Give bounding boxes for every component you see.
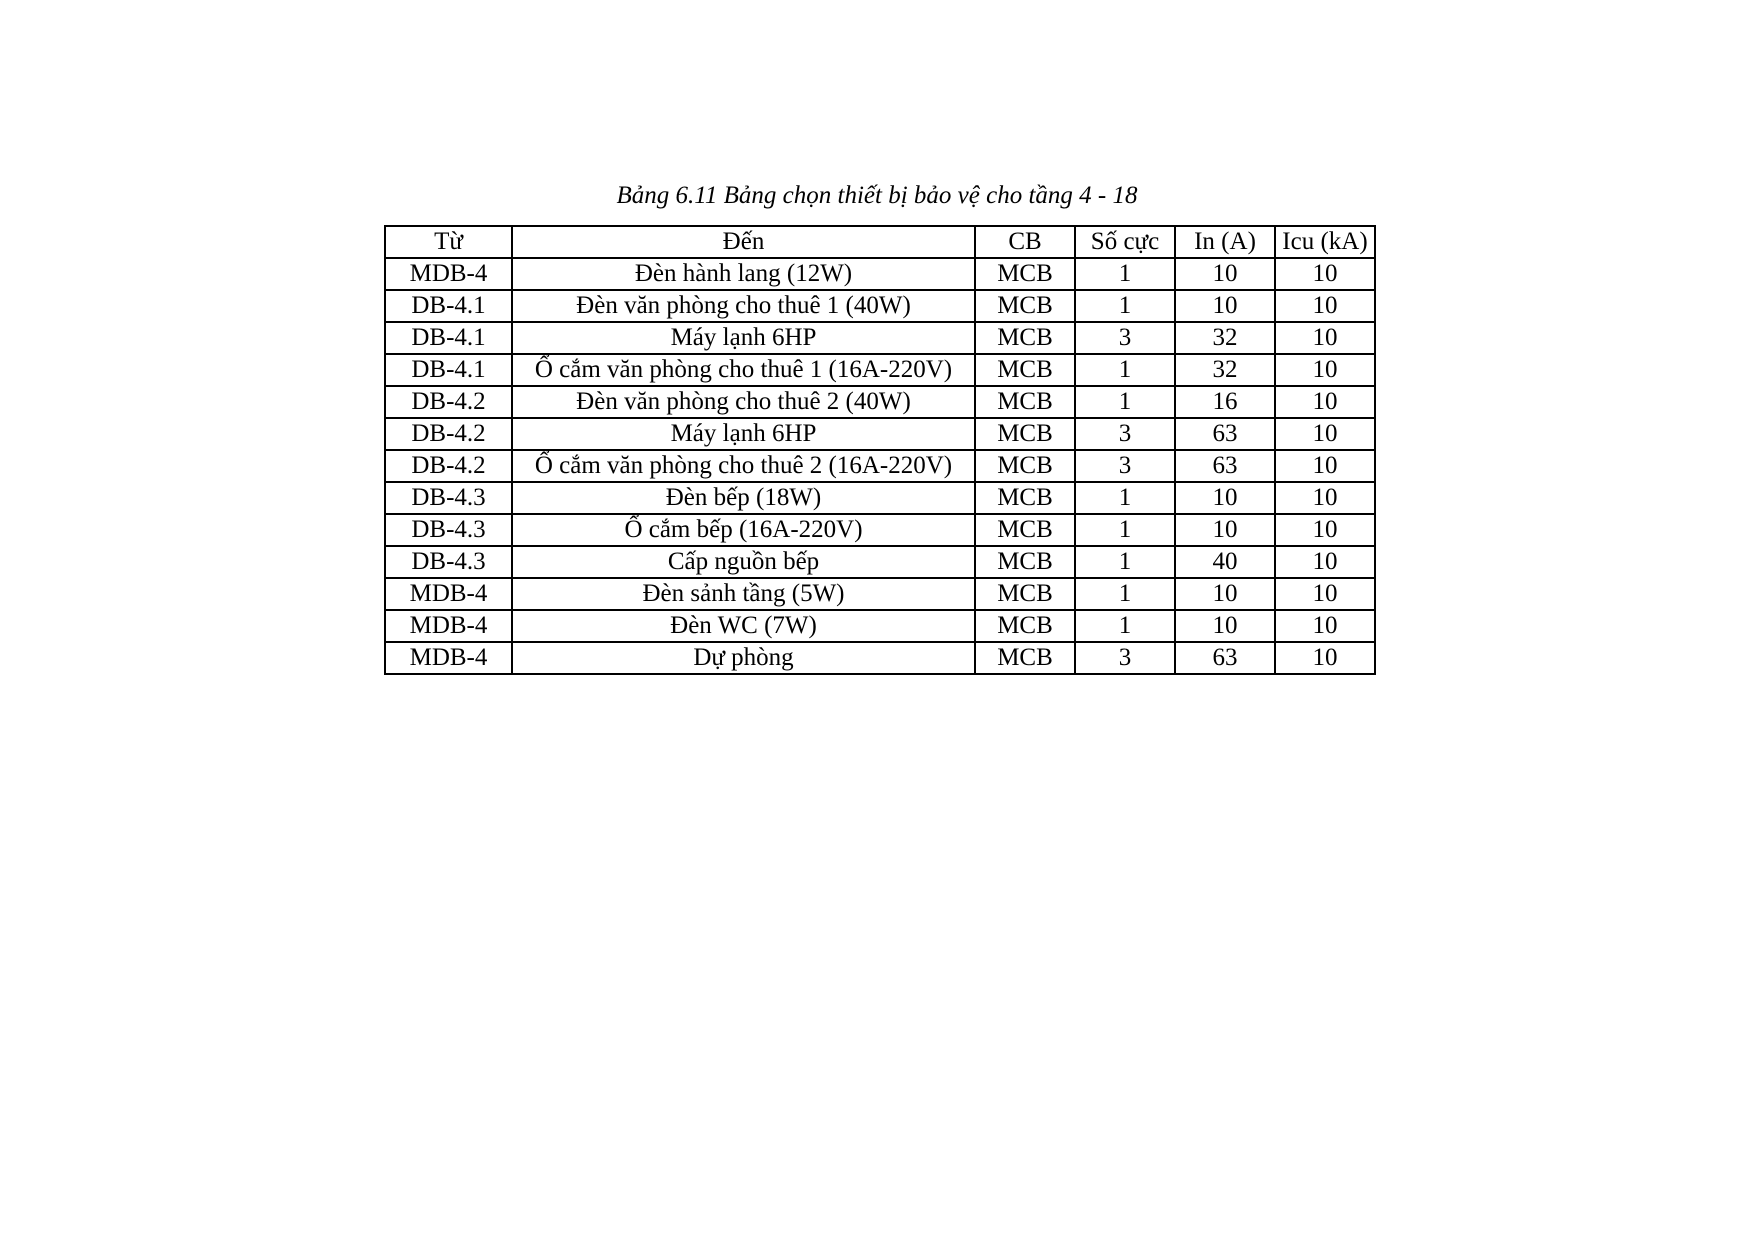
cell-cb: MCB bbox=[975, 514, 1075, 546]
cell-to: Ổ cắm văn phòng cho thuê 1 (16A-220V) bbox=[512, 354, 975, 386]
cell-cb: MCB bbox=[975, 642, 1075, 674]
cell-rated-current: 10 bbox=[1175, 258, 1275, 290]
table-caption: Bảng 6.11 Bảng chọn thiết bị bảo vệ cho tầng 4 - 18 bbox=[616, 182, 1138, 209]
header-from: Từ bbox=[385, 226, 512, 258]
table-row bbox=[385, 578, 1375, 610]
cell-rated-current: 10 bbox=[1175, 514, 1275, 546]
cell-poles: 1 bbox=[1075, 578, 1175, 610]
protection-device-table bbox=[384, 225, 1376, 675]
table-row bbox=[385, 386, 1375, 418]
cell-cb: MCB bbox=[975, 578, 1075, 610]
table-body bbox=[385, 258, 1375, 674]
cell-to: Đèn sảnh tầng (5W) bbox=[512, 578, 975, 610]
cell-to: Máy lạnh 6HP bbox=[512, 322, 975, 354]
table-row bbox=[385, 642, 1375, 674]
cell-rated-current: 63 bbox=[1175, 642, 1275, 674]
cell-rated-current: 32 bbox=[1175, 322, 1275, 354]
cell-to: Đèn văn phòng cho thuê 1 (40W) bbox=[512, 290, 975, 322]
cell-from: DB-4.1 bbox=[385, 354, 512, 386]
cell-to: Ổ cắm văn phòng cho thuê 2 (16A-220V) bbox=[512, 450, 975, 482]
cell-rated-current: 63 bbox=[1175, 418, 1275, 450]
cell-to: Dự phòng bbox=[512, 642, 975, 674]
table-row bbox=[385, 610, 1375, 642]
table-row bbox=[385, 322, 1375, 354]
table-row bbox=[385, 354, 1375, 386]
cell-poles: 1 bbox=[1075, 546, 1175, 578]
cell-to: Máy lạnh 6HP bbox=[512, 418, 975, 450]
cell-from: DB-4.3 bbox=[385, 546, 512, 578]
cell-rated-current: 40 bbox=[1175, 546, 1275, 578]
cell-breaking-capacity: 10 bbox=[1275, 386, 1375, 418]
cell-to: Đèn hành lang (12W) bbox=[512, 258, 975, 290]
cell-to: Ổ cắm bếp (16A-220V) bbox=[512, 514, 975, 546]
cell-from: MDB-4 bbox=[385, 610, 512, 642]
cell-to: Đèn bếp (18W) bbox=[512, 482, 975, 514]
cell-cb: MCB bbox=[975, 322, 1075, 354]
cell-cb: MCB bbox=[975, 354, 1075, 386]
cell-poles: 1 bbox=[1075, 514, 1175, 546]
header-poles: Số cực bbox=[1075, 226, 1175, 258]
cell-cb: MCB bbox=[975, 258, 1075, 290]
cell-rated-current: 16 bbox=[1175, 386, 1275, 418]
cell-rated-current: 10 bbox=[1175, 482, 1275, 514]
cell-cb: MCB bbox=[975, 482, 1075, 514]
cell-cb: MCB bbox=[975, 610, 1075, 642]
cell-to: Cấp nguồn bếp bbox=[512, 546, 975, 578]
cell-poles: 1 bbox=[1075, 386, 1175, 418]
cell-poles: 1 bbox=[1075, 258, 1175, 290]
cell-rated-current: 63 bbox=[1175, 450, 1275, 482]
cell-from: DB-4.2 bbox=[385, 450, 512, 482]
cell-breaking-capacity: 10 bbox=[1275, 322, 1375, 354]
table-row bbox=[385, 482, 1375, 514]
cell-from: DB-4.3 bbox=[385, 514, 512, 546]
cell-poles: 3 bbox=[1075, 322, 1175, 354]
cell-breaking-capacity: 10 bbox=[1275, 514, 1375, 546]
cell-from: DB-4.2 bbox=[385, 418, 512, 450]
cell-poles: 3 bbox=[1075, 418, 1175, 450]
cell-poles: 1 bbox=[1075, 610, 1175, 642]
table-row bbox=[385, 418, 1375, 450]
cell-from: DB-4.2 bbox=[385, 386, 512, 418]
cell-breaking-capacity: 10 bbox=[1275, 354, 1375, 386]
cell-poles: 1 bbox=[1075, 354, 1175, 386]
cell-poles: 1 bbox=[1075, 482, 1175, 514]
table-row bbox=[385, 450, 1375, 482]
cell-from: MDB-4 bbox=[385, 258, 512, 290]
header-breaking-capacity: Icu (kA) bbox=[1275, 226, 1375, 258]
header-rated-current: In (A) bbox=[1175, 226, 1275, 258]
cell-from: DB-4.3 bbox=[385, 482, 512, 514]
cell-poles: 3 bbox=[1075, 450, 1175, 482]
cell-poles: 1 bbox=[1075, 290, 1175, 322]
cell-from: DB-4.1 bbox=[385, 322, 512, 354]
cell-rated-current: 32 bbox=[1175, 354, 1275, 386]
cell-breaking-capacity: 10 bbox=[1275, 610, 1375, 642]
cell-breaking-capacity: 10 bbox=[1275, 290, 1375, 322]
cell-from: DB-4.1 bbox=[385, 290, 512, 322]
cell-breaking-capacity: 10 bbox=[1275, 482, 1375, 514]
cell-to: Đèn WC (7W) bbox=[512, 610, 975, 642]
cell-breaking-capacity: 10 bbox=[1275, 578, 1375, 610]
cell-rated-current: 10 bbox=[1175, 610, 1275, 642]
cell-rated-current: 10 bbox=[1175, 578, 1275, 610]
table-header-row bbox=[385, 226, 1375, 258]
cell-breaking-capacity: 10 bbox=[1275, 546, 1375, 578]
header-to: Đến bbox=[512, 226, 975, 258]
table-row bbox=[385, 290, 1375, 322]
table-row bbox=[385, 546, 1375, 578]
cell-breaking-capacity: 10 bbox=[1275, 450, 1375, 482]
cell-cb: MCB bbox=[975, 386, 1075, 418]
cell-from: MDB-4 bbox=[385, 578, 512, 610]
cell-from: MDB-4 bbox=[385, 642, 512, 674]
cell-rated-current: 10 bbox=[1175, 290, 1275, 322]
cell-cb: MCB bbox=[975, 450, 1075, 482]
cell-cb: MCB bbox=[975, 546, 1075, 578]
cell-cb: MCB bbox=[975, 418, 1075, 450]
cell-cb: MCB bbox=[975, 290, 1075, 322]
cell-breaking-capacity: 10 bbox=[1275, 418, 1375, 450]
cell-poles: 3 bbox=[1075, 642, 1175, 674]
table-row bbox=[385, 514, 1375, 546]
cell-breaking-capacity: 10 bbox=[1275, 258, 1375, 290]
cell-breaking-capacity: 10 bbox=[1275, 642, 1375, 674]
table-row bbox=[385, 258, 1375, 290]
cell-to: Đèn văn phòng cho thuê 2 (40W) bbox=[512, 386, 975, 418]
header-cb: CB bbox=[975, 226, 1075, 258]
